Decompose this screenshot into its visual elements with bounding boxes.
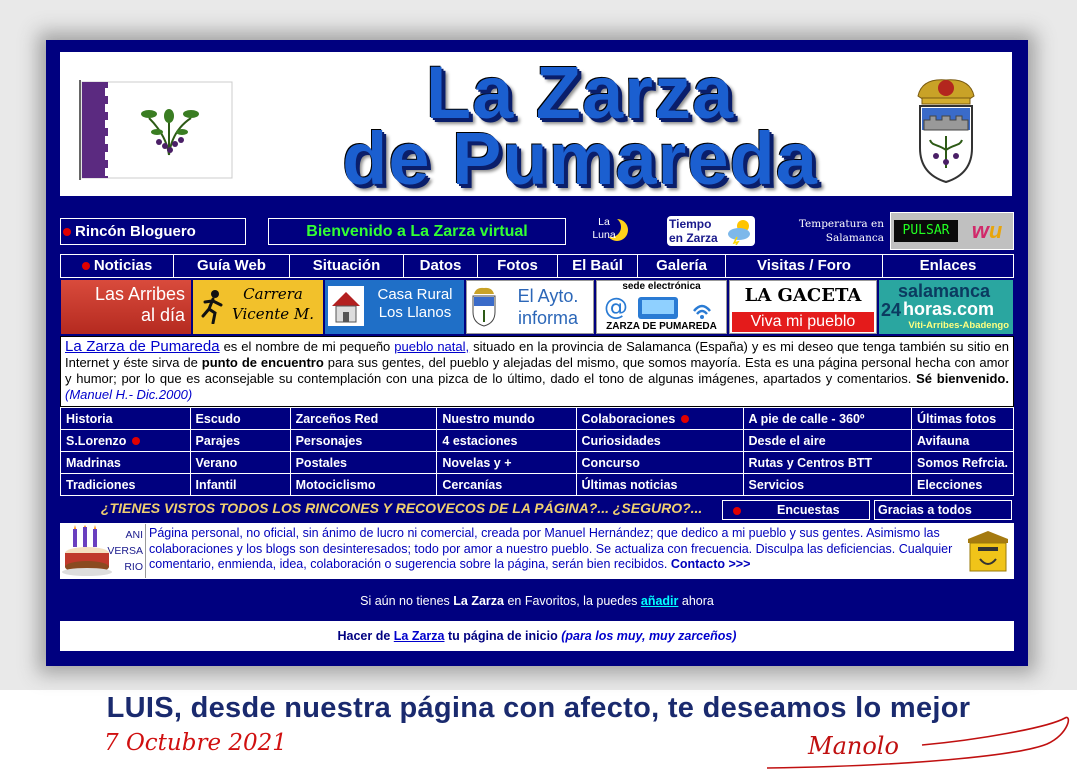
grid-link[interactable]: Postales <box>290 452 437 474</box>
grid-link[interactable]: Novelas y + <box>437 452 576 474</box>
sede-electronica-banner[interactable] <box>596 280 727 334</box>
grid-link[interactable]: Verano <box>190 452 290 474</box>
contact-link[interactable]: Contacto >>> <box>670 557 751 571</box>
homepage-bar: Hacer de La Zarza tu página de inicio (para los muy, muy zarceños) <box>60 621 1014 651</box>
grid-link[interactable]: Últimas noticias <box>576 474 743 496</box>
grid-row <box>61 430 1014 452</box>
grid-link[interactable]: Escudo <box>190 408 290 430</box>
luna-label: La Luna <box>592 216 616 241</box>
add-favorite-link[interactable]: añadir <box>640 594 679 608</box>
grid-row <box>61 452 1014 474</box>
ayuntamiento-informa-banner[interactable] <box>466 280 594 334</box>
birthday-cake-icon <box>61 525 113 577</box>
grid-link[interactable]: Concurso <box>576 452 743 474</box>
rincon-bloguero-link[interactable] <box>60 218 246 245</box>
website-frame <box>46 40 1028 666</box>
nav-item-0[interactable]: Noticias <box>61 255 174 277</box>
sections-grid <box>60 407 1014 496</box>
carrera-label: Carrera Vicente M. <box>231 285 315 323</box>
grid-row <box>61 474 1014 496</box>
pulsar-temperature-button[interactable] <box>890 212 1014 250</box>
red-dot-icon <box>733 507 741 515</box>
dedication-date: 7 Octubre 2021 <box>104 730 287 756</box>
site-title-line1: La Zarza <box>425 51 735 134</box>
grid-link[interactable]: Rutas y Centros BTT <box>743 452 911 474</box>
nav-item-5[interactable]: El Baúl <box>558 255 638 277</box>
grid-link[interactable]: Parajes <box>190 430 290 452</box>
aniversario-badge[interactable] <box>61 524 146 578</box>
grid-row <box>61 408 1014 430</box>
tiempo-en-zarza-widget[interactable] <box>667 216 755 246</box>
grid-link[interactable]: Somos Refrcia. <box>911 452 1013 474</box>
site-header <box>60 51 1012 200</box>
encuestas-link[interactable]: Encuestas <box>722 500 870 520</box>
welcome-text: Bienvenido a La Zarza virtual <box>306 223 528 240</box>
grid-link[interactable]: Zarceños Red <box>290 408 437 430</box>
signature: Manolo <box>808 732 899 760</box>
dedication-message: LUIS, desde nuestra página con afecto, te deseamos lo mejor <box>106 692 971 724</box>
s24-top-label: salamanca <box>897 281 991 301</box>
salamanca24horas-banner[interactable] <box>879 280 1013 334</box>
sede-bottom-label: ZARZA DE PUMAREDA <box>606 321 717 332</box>
main-nav <box>60 254 1014 278</box>
grid-link[interactable]: Desde el aire <box>743 430 911 452</box>
nav-item-6[interactable]: Galería <box>638 255 726 277</box>
grid-link[interactable]: Colaboraciones <box>576 408 743 430</box>
signature-swoosh <box>747 710 1077 770</box>
question-banner: ¿TIENES VISTOS TODOS LOS RINCONES Y RECOVECOS DE LA PÁGINA?... ¿SEGURO?... <box>101 500 703 516</box>
grid-link[interactable]: Elecciones <box>911 474 1013 496</box>
grid-link[interactable]: Cercanías <box>437 474 576 496</box>
mailbox-icon[interactable] <box>966 529 1010 573</box>
grid-link[interactable]: Nuestro mundo <box>437 408 576 430</box>
grid-link[interactable]: S.Lorenzo <box>61 430 191 452</box>
welcome-banner <box>268 218 566 245</box>
s24-bottom-label: Viti-Arribes-Abadengo <box>908 320 1009 331</box>
nav-item-1[interactable]: Guía Web <box>174 255 290 277</box>
arribes-al-dia-banner[interactable]: Las Arribes al día <box>61 280 191 334</box>
ayto-label: El Ayto. informa <box>517 286 579 328</box>
nav-item-4[interactable]: Fotos <box>478 255 558 277</box>
gracias-link[interactable]: Gracias a todos <box>874 500 1012 520</box>
grid-link[interactable]: Servicios <box>743 474 911 496</box>
pueblo-natal-link[interactable]: pueblo natal, <box>394 339 470 354</box>
casa-rural-banner[interactable] <box>325 280 464 334</box>
pulsar-display: PULSAR <box>894 220 958 242</box>
red-dot-icon <box>63 228 71 236</box>
s24-number: 24 <box>881 300 902 320</box>
red-dot-icon <box>82 262 90 270</box>
weather-cloud-sun-icon <box>723 217 755 245</box>
grid-link[interactable]: Historia <box>61 408 191 430</box>
nav-item-7[interactable]: Visitas / Foro <box>726 255 883 277</box>
site-title-line2: de Pumareda <box>342 117 818 200</box>
svg-text:@: @ <box>604 293 628 321</box>
wu-logo: wu <box>971 218 1003 243</box>
s24-mid-label: horas.com <box>903 299 995 319</box>
grid-link[interactable]: Curiosidades <box>576 430 743 452</box>
gaceta-top-label: LA GACETA <box>744 285 862 306</box>
nav-item-2[interactable]: Situación <box>290 255 404 277</box>
gaceta-bottom-label: Viva mi pueblo <box>732 312 874 332</box>
tiempo-label: Tiempo en Zarza <box>669 217 718 245</box>
site-title <box>260 51 900 200</box>
house-icon <box>328 286 364 326</box>
grid-link[interactable]: Últimas fotos <box>911 408 1013 430</box>
grid-link[interactable]: A pie de calle - 360º <box>743 408 911 430</box>
site-name-link[interactable]: La Zarza de Pumareda <box>65 338 220 355</box>
aniversario-label: ANI VERSA RIO <box>107 529 143 573</box>
la-gaceta-banner[interactable] <box>729 280 877 334</box>
village-flag-image <box>79 80 235 180</box>
red-dot-icon <box>132 437 140 445</box>
banner-strip <box>61 280 1013 334</box>
temperatura-label: Temperatura en Salamanca <box>798 218 884 244</box>
runner-icon <box>199 290 225 324</box>
nav-item-3[interactable]: Datos <box>404 255 478 277</box>
casa-rural-label: Casa Rural Los Llanos <box>377 286 453 321</box>
rincon-bloguero-label: Rincón Bloguero <box>75 223 196 240</box>
red-dot-icon <box>681 415 689 423</box>
set-homepage-link[interactable]: La Zarza <box>393 629 445 643</box>
sede-top-label: sede electrónica <box>622 281 701 292</box>
grid-link[interactable]: Infantil <box>190 474 290 496</box>
grid-link[interactable]: Tradiciones <box>61 474 191 496</box>
grid-link[interactable]: Motociclismo <box>290 474 437 496</box>
sede-icons <box>602 293 722 321</box>
disclaimer-text: Página personal, no oficial, sin ánimo de lucro ni comercial, creada por Manuel Hernández; que dedico a mi pueblo y sus gentes. Asimismo las colaboraciones y los blogs son desinteresados; todo por amor a nuestro pueblo. Se actualiza con frecuencia. Disculpa las deficiencias. Cualquier comentario, enmienda, idea, colaboración o sugerencia sobre la página, serán bien recibidos. Contacto >>> <box>149 526 953 571</box>
grid-link[interactable]: 4 estaciones <box>437 430 576 452</box>
nav-item-8[interactable]: Enlaces <box>919 257 977 274</box>
favoritos-line: Si aún no tienes La Zarza en Favoritos, la puedes añadir ahora <box>360 594 714 608</box>
grid-link[interactable]: Madrinas <box>61 452 191 474</box>
luna-link[interactable] <box>589 215 633 245</box>
coat-of-arms-image <box>906 70 986 190</box>
grid-link[interactable]: Avifauna <box>911 430 1013 452</box>
coat-of-arms-small-icon <box>470 286 498 328</box>
intro-text: La Zarza de Pumareda es el nombre de mi pequeño pueblo natal, situado en la provincia de Salamanca (España) y es mi deseo que tenga también su sitio en Internet y éste sirva de punto de encuentro para sus gentes, del pueblo y alejadas del mismo, que somos mayoría. Esta es una página personal hecha con amor y humor; por lo que es aconsejable su contemplación con una pizca de lo último, dado el tono de algunas imágenes, apartados y comentarios. Sé bienvenido. (Manuel H.- Dic.2000) <box>60 336 1014 407</box>
aniversario-section <box>60 523 1014 579</box>
carrera-vicente-banner[interactable] <box>193 280 323 334</box>
grid-link[interactable]: Personajes <box>290 430 437 452</box>
